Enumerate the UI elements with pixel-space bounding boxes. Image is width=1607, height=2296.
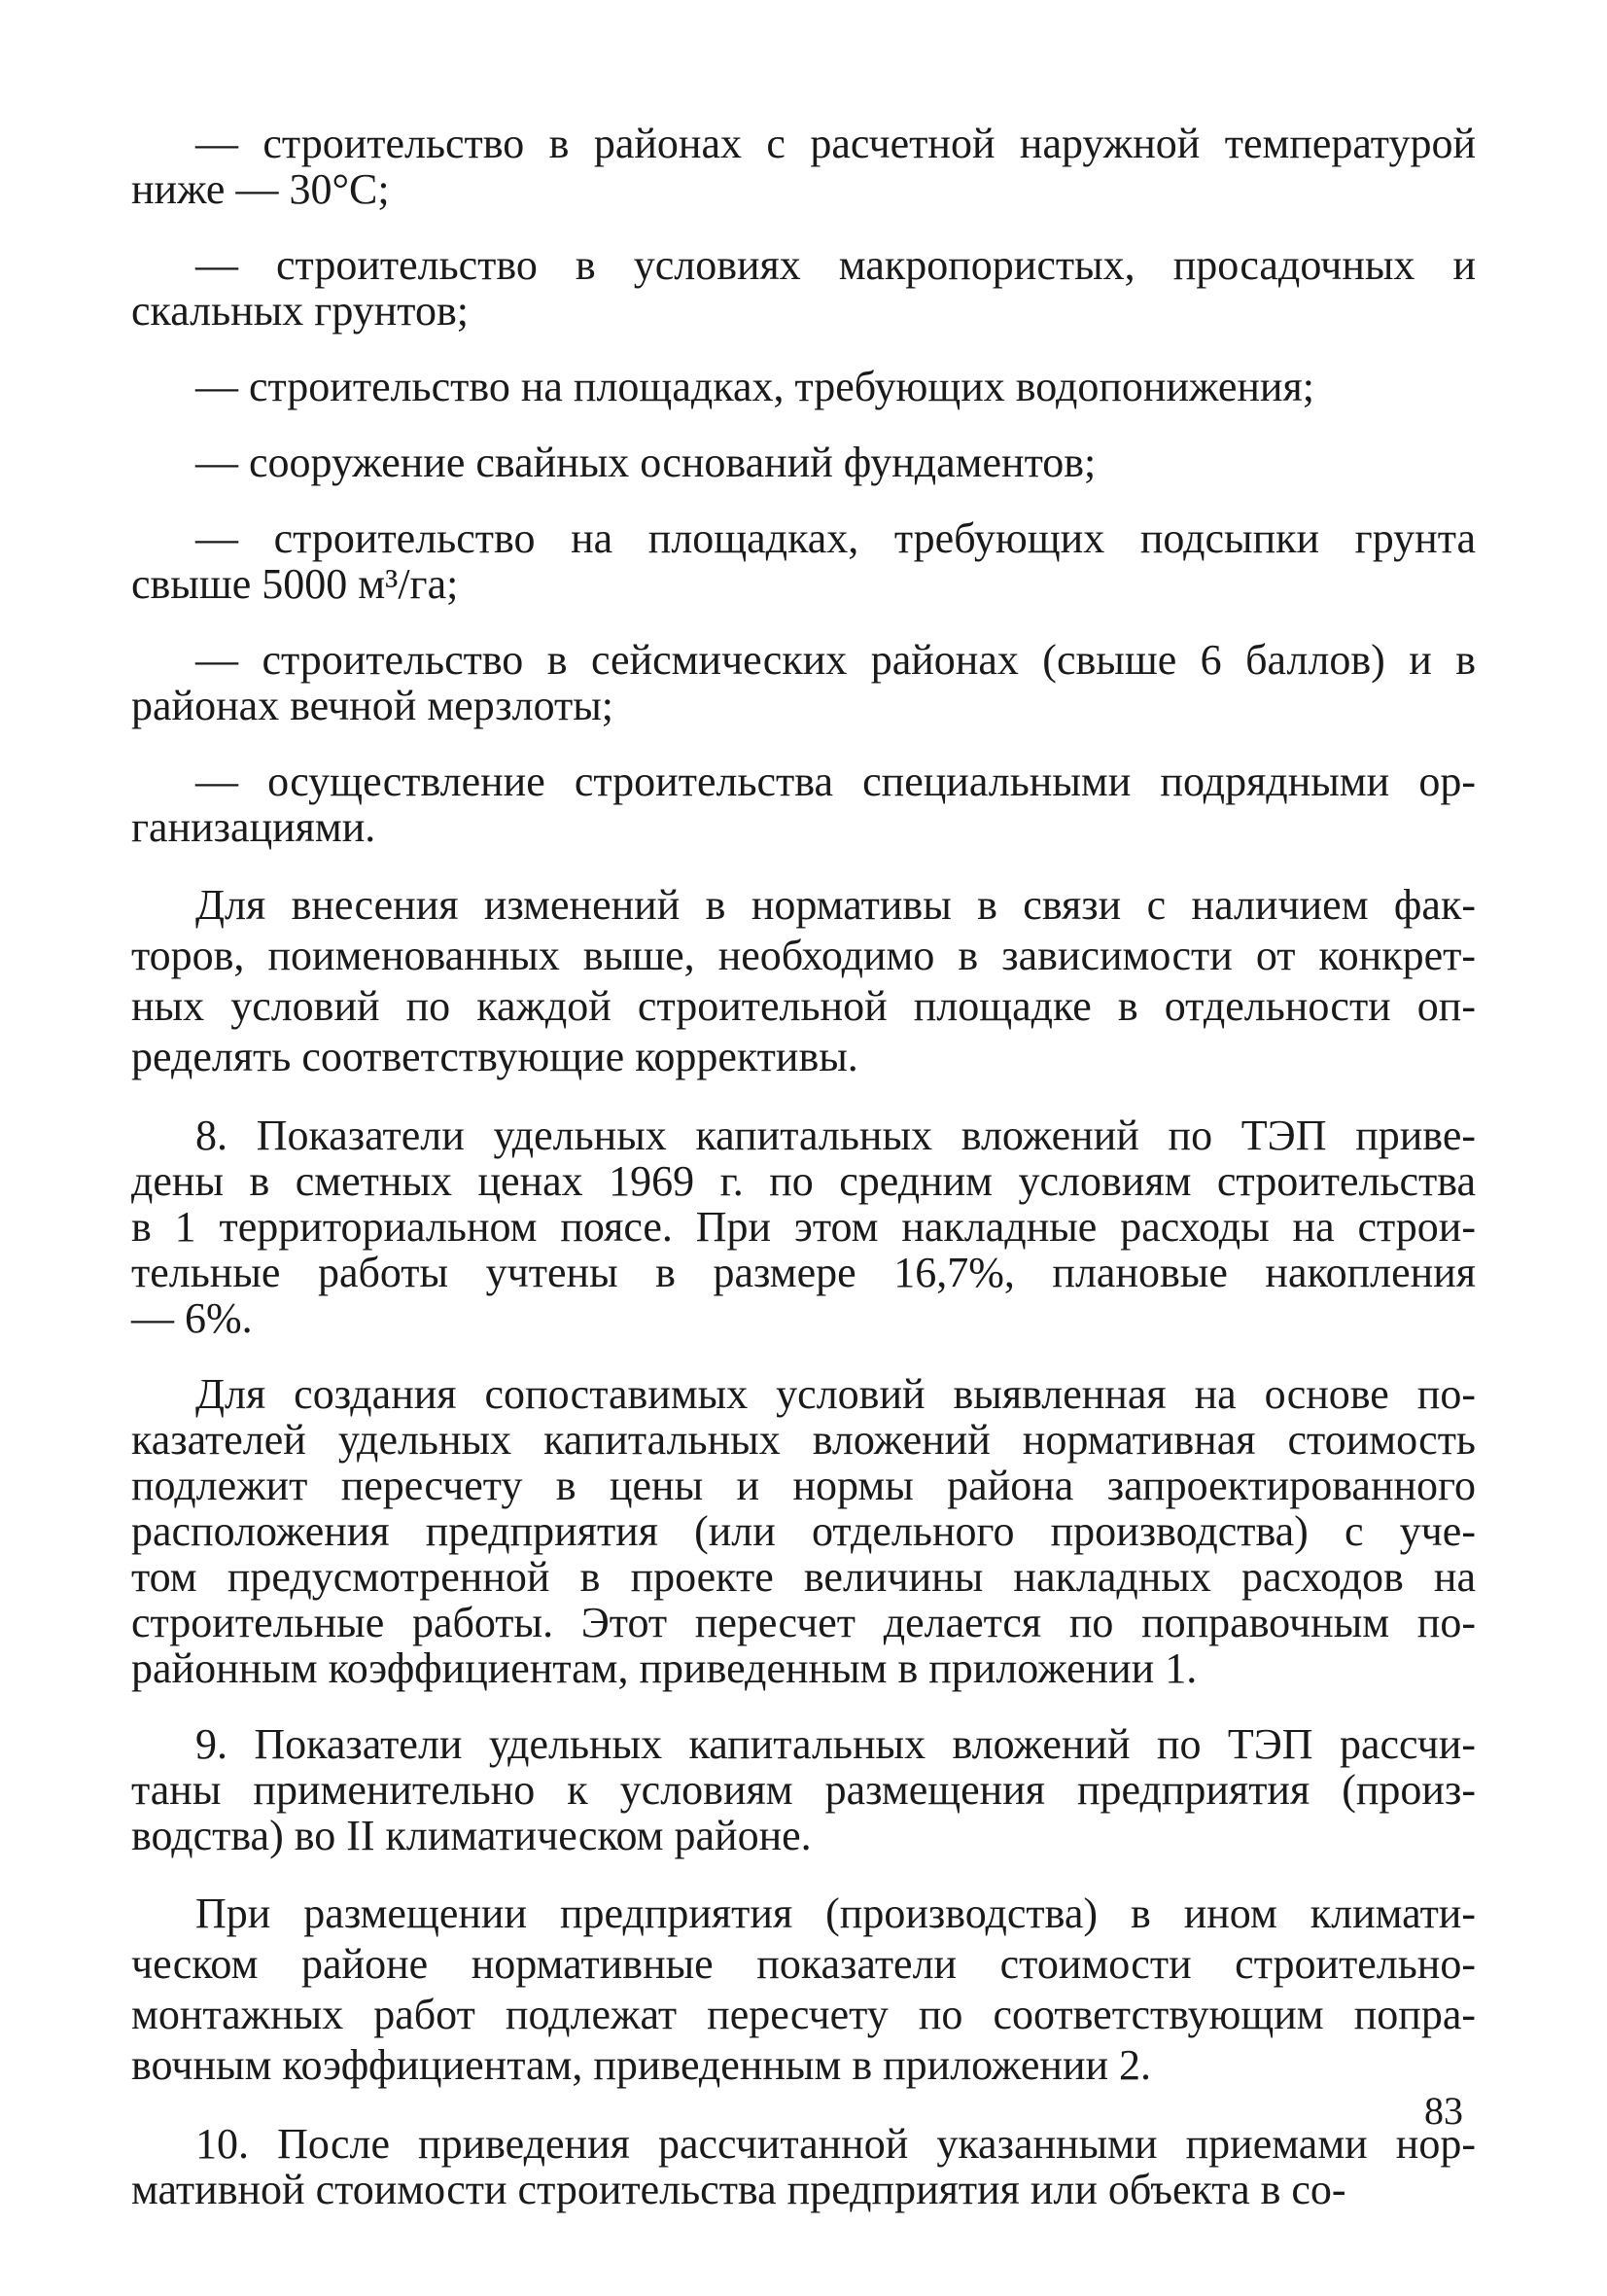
text-line: ганизациями. xyxy=(131,803,376,851)
paragraph-p3 xyxy=(131,364,1476,409)
text-line: казателей удельных капитальных вложений нормативная стоимость xyxy=(131,1416,1476,1464)
paragraph-p5 xyxy=(131,515,1476,607)
text-line: скальных грунтов; xyxy=(131,287,469,335)
text-line: ниже — 30°С; xyxy=(131,165,390,213)
text-line: — 6%. xyxy=(131,1294,253,1342)
text-line: тельные работы учтены в размере 16,7%, плановые накопления xyxy=(131,1249,1476,1296)
paragraph-p2 xyxy=(131,242,1476,334)
text-line: 9. Показатели удельных капитальных вложений по ТЭП рассчи- xyxy=(195,1720,1476,1768)
text-line: таны применительно к условиям размещения предприятия (произ- xyxy=(131,1766,1476,1814)
paragraph-p9 xyxy=(131,1113,1476,1341)
text-line: подлежит пересчету в цены и нормы района запроектированного xyxy=(131,1462,1476,1509)
paragraph-p10 xyxy=(131,1371,1476,1691)
text-line: ных условий по каждой строительной площадке в отдельности оп- xyxy=(131,982,1476,1030)
text-line: — строительство на площадках, требующих водопонижения; xyxy=(195,363,1314,410)
text-line: монтажных работ подлежат пересчету по соответствующим попра- xyxy=(131,1991,1476,2038)
text-line: — сооружение свайных оснований фундаментов; xyxy=(195,439,1097,486)
text-line: расположения предприятия (или отдельного производства) с уче- xyxy=(131,1507,1476,1555)
text-line: — строительство в районах с расчетной наружной температурой xyxy=(195,120,1476,167)
text-line: дены в сметных ценах 1969 г. по средним условиям строительства xyxy=(131,1157,1476,1205)
paragraph-p4 xyxy=(131,440,1476,485)
text-line: том предусмотренной в проекте величины накладных расходов на xyxy=(131,1553,1476,1601)
text-line: строительные работы. Этот пересчет делается по поправочным по- xyxy=(131,1599,1476,1646)
text-line: 10. После приведения рассчитанной указанными приемами нор- xyxy=(195,2120,1476,2168)
paragraph-p11 xyxy=(131,1721,1476,1858)
text-line: вочным коэффициентам, приведенным в приложении 2. xyxy=(131,2041,1152,2089)
text-line: — осуществление строительства специальными подрядными ор- xyxy=(195,758,1476,805)
page-number: 83 xyxy=(1424,2089,1463,2133)
paragraph-p7 xyxy=(131,759,1476,850)
text-body xyxy=(131,121,1476,2212)
text-line: водства) во II климатическом районе. xyxy=(131,1812,812,1859)
text-line: При размещении предприятия (производства) в ином климати- xyxy=(195,1890,1476,1937)
text-line: ределять соответствующие коррективы. xyxy=(131,1033,858,1080)
text-line: свыше 5000 м³/га; xyxy=(131,560,459,608)
text-line: торов, поименованных выше, необходимо в зависимости от конкрет- xyxy=(131,932,1476,979)
text-line: районным коэффициентам, приведенным в приложении 1. xyxy=(131,1644,1198,1692)
paragraph-p12 xyxy=(131,1889,1476,2091)
text-line: 8. Показатели удельных капитальных вложений по ТЭП приве- xyxy=(195,1112,1476,1159)
text-line: Для внесения изменений в нормативы в связи с наличием фак- xyxy=(195,881,1476,929)
text-line: — строительство в сейсмических районах (свыше 6 баллов) и в xyxy=(195,636,1476,684)
paragraph-p8 xyxy=(131,880,1476,1082)
text-line: районах вечной мерзлоты; xyxy=(131,682,614,729)
paragraph-p6 xyxy=(131,637,1476,728)
paragraph-p1 xyxy=(131,121,1476,212)
text-line: мативной стоимости строительства предприятия или объекта в со- xyxy=(131,2166,1346,2213)
text-line: Для создания сопоставимых условий выявленная на основе по- xyxy=(195,1370,1476,1418)
text-line: в 1 территориальном поясе. При этом накладные расходы на строи- xyxy=(131,1203,1476,1251)
paragraph-p13 xyxy=(131,2121,1476,2212)
text-line: — строительство в условиях макропористых, просадочных и xyxy=(195,241,1476,289)
text-line: — строительство на площадках, требующих подсыпки грунта xyxy=(195,514,1476,562)
text-line: ческом районе нормативные показатели стоимости строительно- xyxy=(131,1940,1476,1988)
